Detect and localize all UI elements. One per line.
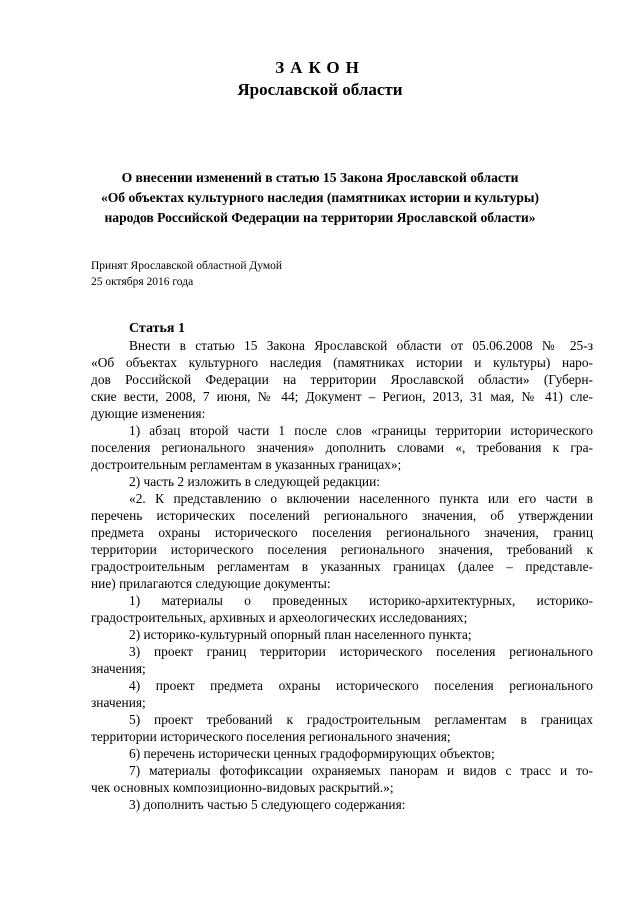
article-heading: Статья 1 — [129, 321, 185, 336]
text-line: 1) абзац второй части 1 после слов «границы территории исторического — [129, 423, 593, 438]
text-line: 5) проект требований к градостроительным регламентам в границах — [129, 712, 593, 727]
subject-line: О внесении изменений в статью 15 Закона Ярославской области — [121, 170, 519, 185]
text-line: значения; — [91, 661, 146, 676]
law-subject — [60, 168, 580, 228]
text-line: ские вести, 2008, 7 июня, № 44; Документ – Регион, 2013, 31 мая, № 41) сле- — [91, 389, 593, 404]
text-line: перечень исторических поселений регионального значения, об утверждении — [91, 508, 593, 523]
text-line: «Об объектах культурного наследия (памятниках истории и культуры) наро- — [91, 355, 593, 370]
text-line: 7) материалы фотофиксации охраняемых панорам и видов с трасс и то- — [129, 763, 593, 778]
text-line: 4) проект предмета охраны исторического поселения регионального — [129, 678, 593, 693]
text-line: градостроительным регламентам в указанных границах (далее – представле- — [91, 559, 593, 574]
text-line: «2. К представлению о включении населенного пункта или его части в — [129, 491, 593, 506]
text-line: дов Российской Федерации на территории Ярославской области» (Губерн- — [91, 372, 593, 387]
subject-line: «Об объектах культурного наследия (памятниках истории и культуры) — [100, 190, 540, 205]
text-line: градостроительных, архивных и археологических исследованиях; — [91, 610, 468, 625]
text-line: 2) историко-культурный опорный план населенного пункта; — [129, 627, 472, 642]
text-line: чек основных композиционно-видовых раскрытий.»; — [91, 780, 394, 795]
text-line: значения; — [91, 695, 146, 710]
law-title: ЗАКОН — [275, 58, 365, 77]
adoption-info — [91, 258, 282, 290]
text-line: 2) часть 2 изложить в следующей редакции: — [129, 474, 380, 489]
text-line: дующие изменения: — [91, 406, 206, 421]
adoption-line: Принят Ярославской областной Думой — [91, 260, 283, 272]
text-line: территории исторического поселения регионального значения, требований к — [91, 542, 593, 557]
adoption-date: 25 октября 2016 года — [91, 276, 194, 288]
text-line: Внести в статью 15 Закона Ярославской области от 05.06.2008 № 25-з — [129, 338, 593, 353]
text-line: территории исторического поселения регионального значения; — [91, 729, 451, 744]
text-line: 3) проект границ территории исторического поселения регионального — [129, 644, 593, 659]
article-1 — [91, 320, 593, 813]
text-line: достроительным регламентам в указанных границах»; — [91, 457, 402, 472]
text-line: предмета охраны исторического поселения регионального значения, границ — [91, 525, 593, 540]
law-region: Ярославской области — [237, 80, 403, 99]
text-line: 1) материалы о проведенных историко-архитектурных, историко- — [129, 593, 593, 608]
text-line: поселения регионального значения» дополнить словами «, требования к гра- — [91, 440, 593, 455]
text-line: 6) перечень исторически ценных градоформирующих объектов; — [129, 746, 495, 761]
text-line: 3) дополнить частью 5 следующего содержания: — [129, 797, 406, 812]
text-line: ние) прилагаются следующие документы: — [91, 576, 331, 591]
subject-line: народов Российской Федерации на территории Ярославской области» — [104, 210, 536, 225]
